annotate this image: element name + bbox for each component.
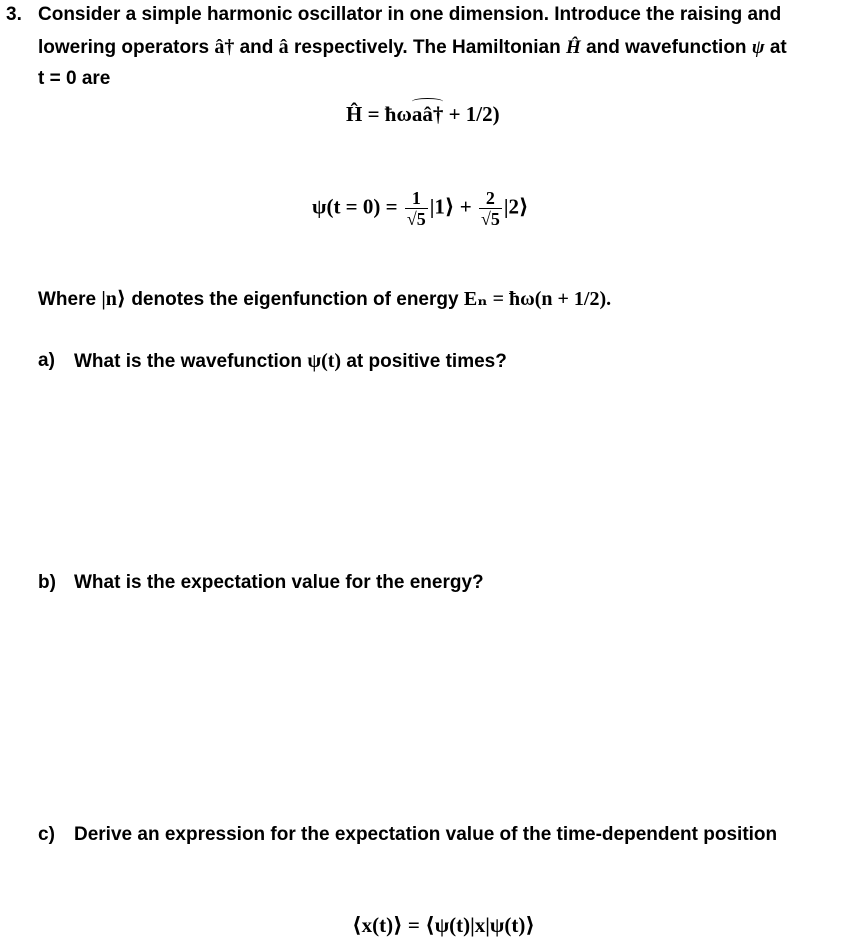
question-c-text: Derive an expression for the expectation value of the time-dependent position [74, 824, 778, 845]
question-a-text [74, 350, 507, 373]
text: respectively. The Hamiltonian [293, 37, 561, 58]
text: and wavefunction [586, 37, 747, 58]
fraction-1 [405, 188, 428, 229]
question-b-letter: b) [38, 572, 56, 593]
fraction-2-denominator: √5 [480, 209, 500, 229]
position-expectation-equation: ⟨x(t)⟩ = ⟨ψ(t)|x|ψ(t)⟩ [352, 913, 535, 937]
text: at positive times? [346, 351, 507, 372]
hat-group-text: aâ† [411, 102, 444, 126]
problem-text-line-3: t = 0 are [38, 68, 111, 89]
problem-text-line-2 [38, 36, 787, 59]
wide-hat [412, 98, 444, 105]
wavefunction-equation [312, 188, 529, 229]
fraction-2 [479, 188, 502, 229]
wavefunction-lhs: ψ(t = 0) = [312, 194, 398, 219]
text: What is the wavefunction [74, 351, 303, 372]
lowering-operator: â [278, 36, 289, 58]
fraction-1-denominator: √5 [406, 209, 426, 229]
text: Where [38, 289, 97, 310]
ket-2: |2⟩ [503, 194, 529, 219]
text: at [769, 37, 787, 58]
hamiltonian-symbol: Ĥ [566, 37, 581, 58]
raising-operator: â† [214, 36, 235, 58]
ket-n: |n⟩ [101, 288, 127, 310]
problem-number: 3. [6, 4, 22, 25]
hamiltonian-lhs: Ĥ = ħω [346, 102, 412, 126]
question-b-text: What is the expectation value for the energy? [74, 572, 484, 593]
question-c-letter: c) [38, 824, 55, 845]
hamiltonian-equation [346, 102, 500, 127]
text: denotes the eigenfunction of energy [131, 289, 459, 310]
hat-group [412, 102, 444, 127]
problem-text-line-1: Consider a simple harmonic oscillator in one dimension. Introduce the raising and [38, 4, 782, 25]
psi-of-t: ψ(t) [307, 350, 342, 372]
text: lowering operators [38, 37, 210, 58]
eigen-text [38, 286, 611, 311]
text: and [239, 37, 274, 58]
question-a-letter: a) [38, 350, 55, 371]
fraction-1-numerator: 1 [411, 188, 421, 208]
ket-1: |1⟩ + [429, 194, 472, 219]
fraction-2-numerator: 2 [485, 188, 495, 208]
hamiltonian-rhs: + 1/2) [448, 102, 500, 126]
energy-formula: Eₙ = ħω(n + 1/2). [463, 288, 612, 310]
psi-symbol: ψ [751, 37, 765, 58]
